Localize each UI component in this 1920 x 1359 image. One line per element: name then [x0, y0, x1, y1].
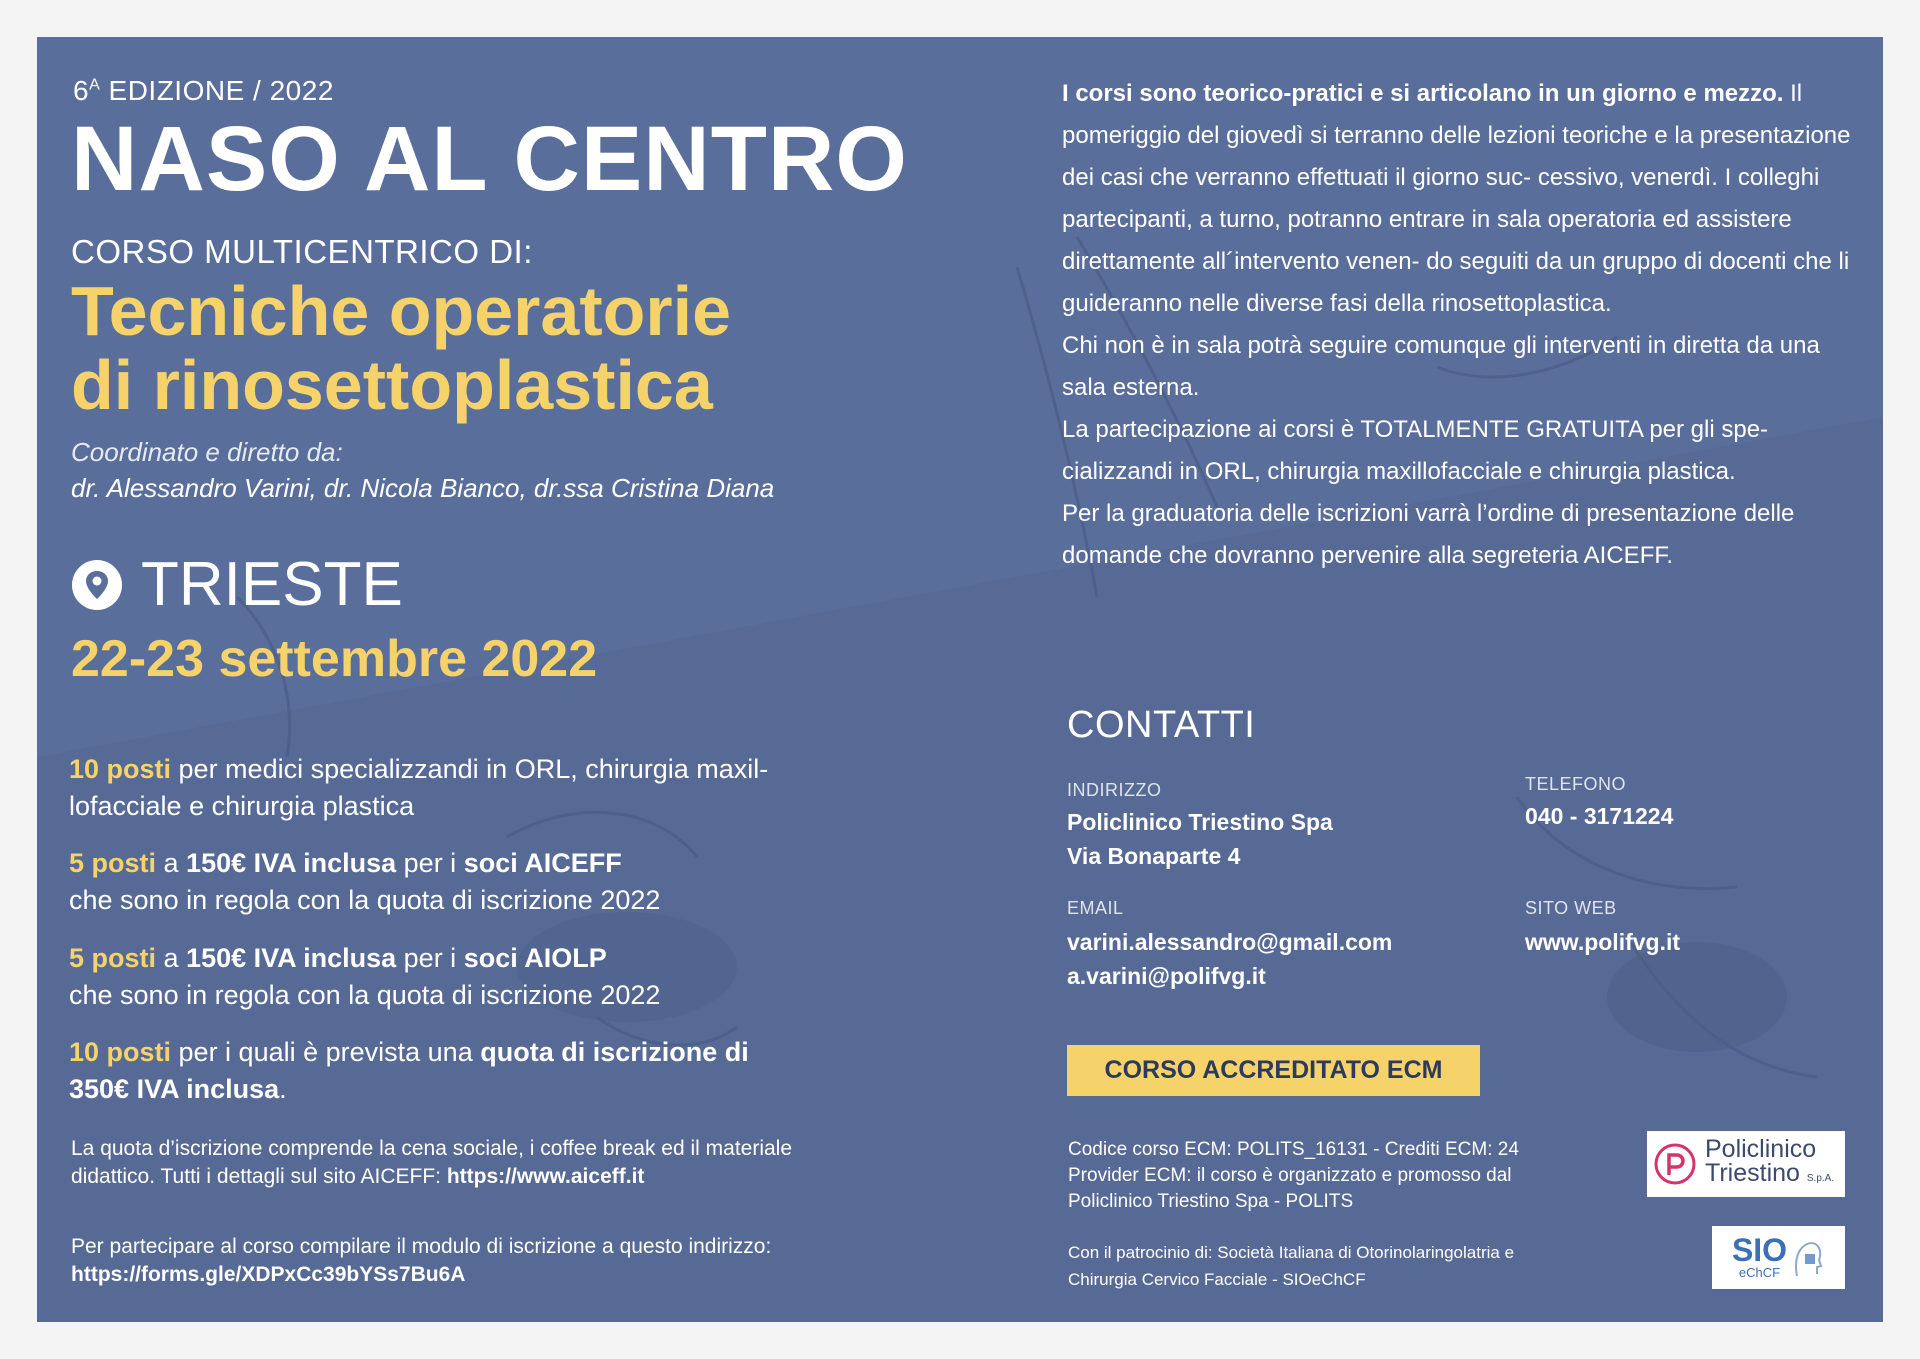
places-item-4: 10 posti per i quali è prevista una quota di iscrizione di 350€ IVA inclusa.: [69, 1037, 749, 1104]
places-item-3: 5 posti a 150€ IVA inclusa per i soci AIOLP che sono in regola con la quota di iscrizione 2022: [69, 943, 661, 1010]
sio-echcf-logo: SIO eChCF: [1712, 1226, 1845, 1289]
website-block: SITO WEB www.polifvg.it: [1525, 898, 1680, 959]
ecm-badge: CORSO ACCREDITATO ECM: [1067, 1045, 1480, 1096]
contacts-heading: CONTATTI: [1067, 704, 1256, 746]
edition-label: $6^A$ EDIZIONE / 2022: [73, 75, 334, 106]
course-description: I corsi sono teorico-pratici e si articolano in un giorno e mezzo. Il pomeriggio del giovedì si terranno delle lezioni teoriche e la presentazione dei casi che verranno effettuati il giorno suc- cessivo, venerdì. I colleghi partecipanti, a turno, potranno entrare in sala operatoria ed assistere direttamente all´intervento venen- do seguiti da un gruppo di docenti che li guideranno nelle diverse fasi della rinosettoplastica. Chi non è in sala potrà seguire comunque gli interventi in diretta da una sala esterna. La partecipazione ai corsi è TOTALMENTE GRATUITA per gli spe- cializzandi in ORL, chirurgia maxillofacciale e chirurgia plastica. Per la graduatoria delle iscrizioni varrà l’ordine di presentazione delle domande che dovranno pervenire alla segreteria AICEFF.: [1062, 80, 1851, 569]
course-subtitle: CORSO MULTICENTRICO DI:: [71, 233, 533, 270]
email-link-2[interactable]: a.varini@polifvg.it: [1067, 963, 1266, 989]
email-link-1[interactable]: varini.alessandro@gmail.com: [1067, 929, 1393, 955]
form-link[interactable]: https://forms.gle/XDPxCc39bYSs7Bu6A: [71, 1263, 466, 1286]
phone-block: TELEFONO 040 - 3171224: [1525, 774, 1673, 833]
city-name: TRIESTE: [141, 550, 403, 619]
head-profile-icon: [1791, 1236, 1825, 1280]
policlinico-triestino-logo: Policlinico Triestino S.p.A.: [1647, 1131, 1845, 1197]
location-pin-icon: [71, 559, 123, 611]
aiceff-link[interactable]: https://www.aiceff.it: [446, 1165, 645, 1188]
city: [71, 549, 403, 620]
places-item-2: 5 posti a 150€ IVA inclusa per i soci AICEFF che sono in regola con la quota di iscrizione 2022: [69, 848, 661, 915]
coordinators-names: dr. Alessandro Varini, dr. Nicola Bianco, dr.ssa Cristina Diana: [71, 473, 775, 503]
poster: [37, 37, 1883, 1322]
course-main-title: Tecniche operatorie di rinosettoplastica: [71, 272, 732, 424]
coordinators-label: Coordinato e diretto da:: [71, 437, 343, 467]
ecm-details: Codice corso ECM: POLITS_16131 - Crediti ECM: 24 Provider ECM: il corso è organizzato e promosso dal Policlinico Triestino Spa - POLITS: [1068, 1139, 1519, 1212]
address-block: INDIRIZZO Policlinico Triestino Spa Via Bonaparte 4: [1067, 780, 1333, 869]
event-dates: 22-23 settembre 2022: [71, 630, 598, 688]
policlinico-p-icon: [1653, 1142, 1697, 1186]
event-title: NASO AL CENTRO: [71, 108, 908, 210]
patronage-text: Con il patrocinio di: Società Italiana di Otorinolaringolatria e Chirurgia Cervico Facciale - SIOeChCF: [1068, 1243, 1515, 1289]
places-item-1: 10 posti per medici specializzandi in ORL, chirurgia maxil- lofacciale e chirurgia plastica: [69, 754, 769, 821]
phone-number[interactable]: 040 - 3171224: [1525, 803, 1674, 829]
quota-info: La quota d’iscrizione comprende la cena sociale, i coffee break ed il materiale didattico. Tutti i dettagli sul sito AICEFF: https://www.aiceff.it: [71, 1137, 793, 1188]
website-link[interactable]: www.polifvg.it: [1525, 929, 1681, 955]
form-info: Per partecipare al corso compilare il modulo di iscrizione a questo indirizzo: https://forms.gle/XDPxCc39bYSs7Bu6A: [71, 1233, 921, 1289]
email-block: EMAIL varini.alessandro@gmail.com a.varini@polifvg.it: [1067, 898, 1392, 993]
